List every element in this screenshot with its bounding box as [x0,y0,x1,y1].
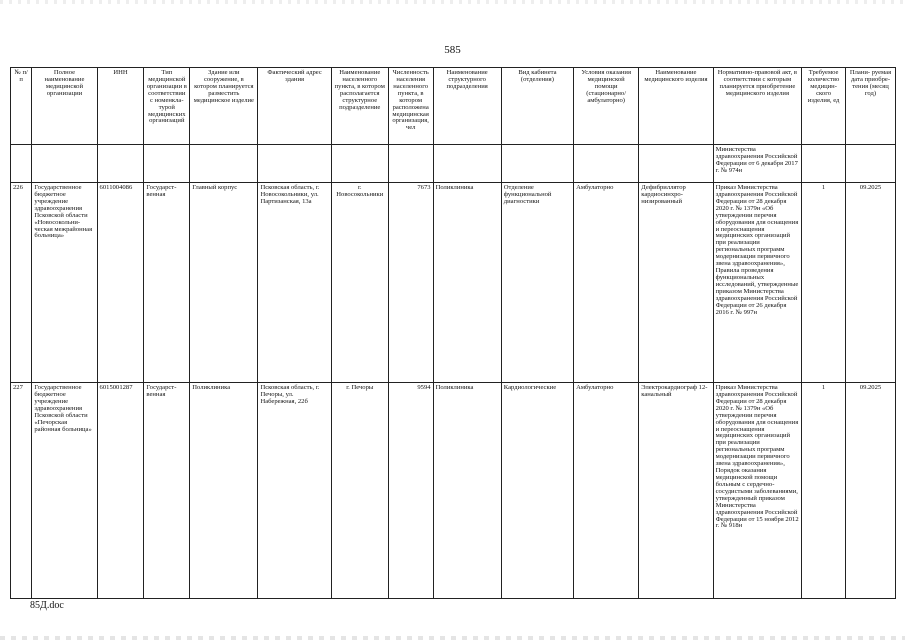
scan-artifact-bottom [0,636,905,640]
header-cell: № п/п [11,68,32,145]
inn: 6011004086 [97,183,144,383]
address: Псковская область, г. Новосокольники, ул. Партизанская, 13а [258,183,331,383]
row-number: 226 [11,183,32,383]
header-cell: Плани- руемая дата приобре- тения (месяц год) [845,68,895,145]
header-cell: Полное наименование медицинской организации [32,68,97,145]
header-cell: Требуемое количество медицин- ского изделия, ед [802,68,846,145]
equipment-table [10,67,896,599]
address: Псковская область, г. Печоры, ул. Набережная, 22б [258,383,331,599]
legal-act: Приказ Министерства здравоохранения Российской Федерации от 28 декабря 2020 г. № 1379н «Об утверждении перечня оборудования для оснащения и переоснащения медицинских организаций при реализации региональных программ модернизации первичного звена здравоохранения», Порядок оказания медицинской помощи больным с сердечно- сосудистыми заболеваниями, утвержденный приказом Министерства здравоохранения Российской Федерации от 15 ноября 2012 г. № 918н [713,383,802,599]
organization-type: Государст- венная [144,383,190,599]
population: 7673 [388,183,433,383]
header-cell: Наименование медицинского изделия [639,68,713,145]
header-cell: Условия оказания медицинской помощи (стационарно/ амбулаторно) [574,68,639,145]
building: Главный корпус [190,183,258,383]
settlement: г. Новосокольники [331,183,388,383]
conditions: Амбулаторно [574,183,639,383]
device: Электрокардиограф 12-канальный [639,383,713,599]
building: Поликлиника [190,383,258,599]
device: Дефибриллятор кардиосинхро- низированный [639,183,713,383]
organization-name: Государственное бюджетное учреждение здравоохранения Псковской области «Новосокольни- ческая межрайонная больница» [32,183,97,383]
header-cell: Вид кабинета (отделения) [501,68,573,145]
table-header-row [11,68,896,145]
quantity: 1 [802,383,846,599]
header-cell: Нормативно-правовой акт, в соответствии с которым планируется приобретение медицинского изделия [713,68,802,145]
inn: 6015001287 [97,383,144,599]
header-cell: Наименование структурного подразделения [433,68,501,145]
organization-type: Государст- венная [144,183,190,383]
continuation-text: Министерства здравоохранения Российской Федерации от 6 декабря 2017 г. № 974н [713,145,802,183]
conditions: Амбулаторно [574,383,639,599]
footer-filename: 85Д.doc [30,600,64,611]
purchase-date: 09.2025 [845,383,895,599]
purchase-date: 09.2025 [845,183,895,383]
population: 9594 [388,383,433,599]
legal-act: Приказ Министерства здравоохранения Российской Федерации от 28 декабря 2020 г. № 1379н «Об утверждении перечня оборудования для оснащения и переоснащения медицинских организаций при реализации региональных программ модернизации первичного звена здравоохранения», Правила проведения функциональных исследований, утвержденные приказом Министерства здравоохранения Российской Федерации от 26 декабря 2016 г. № 997н [713,183,802,383]
header-cell: Здание или сооружение, в котором планируется разместить медицинское изделие [190,68,258,145]
header-cell: Фактический адрес здания [258,68,331,145]
header-cell: Тип медицинской организации в соответствии с номенкла- турой медицинских организаций [144,68,190,145]
continuation-row [11,145,896,183]
unit: Поликлиника [433,383,501,599]
unit: Поликлиника [433,183,501,383]
cabinet: Кардиологические [501,383,573,599]
header-cell: Численность населения населенного пункта, в котором расположена медицинская организация, чел [388,68,433,145]
quantity: 1 [802,183,846,383]
table-row [11,183,896,383]
page-number: 585 [444,44,461,56]
row-number: 227 [11,383,32,599]
cabinet: Отделение функциональной диагностики [501,183,573,383]
header-cell: ИНН [97,68,144,145]
table-row [11,383,896,599]
settlement: г. Печоры [331,383,388,599]
organization-name: Государственное бюджетное учреждение здравоохранения Псковской области «Печорская районная больница» [32,383,97,599]
scan-artifact-top [0,0,905,4]
header-cell: Наименование населенного пункта, в котором располагается структурное подразделение [331,68,388,145]
